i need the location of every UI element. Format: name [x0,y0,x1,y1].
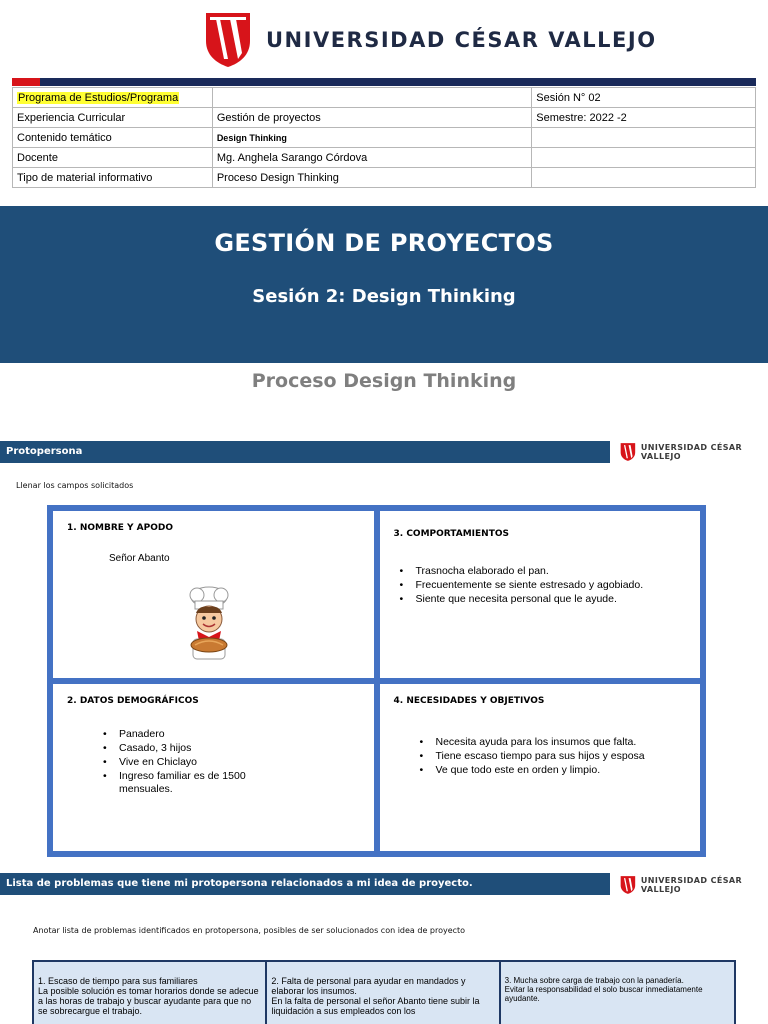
session-number: Sesión N° 02 [532,88,756,108]
list-item: • Vive en Chiclayo [101,756,301,769]
needs-title: 4. NECESIDADES Y OBJETIVOS [393,696,545,706]
protopersona-grid [47,505,706,857]
material-value: Proceso Design Thinking [212,168,531,188]
course-label: Experiencia Curricular [13,108,213,128]
table-row [13,108,756,128]
list-item: • Trasnocha elaborado el pan. [398,565,648,578]
problem-heading: 1. Escaso de tiempo para sus familiares [38,976,198,986]
mini-university-logo [620,874,768,896]
problem-heading: 2. Falta de personal para ayudar en mandados y elaborar los insumos. [271,976,466,996]
list-item: • Necesita ayuda para los insumos que falta. [418,736,658,749]
problems-bar: Lista de problemas que tiene mi protopersona relacionados a mi idea de proyecto. [0,873,610,895]
section-subtitle: Proceso Design Thinking [251,370,517,392]
material-label: Tipo de material informativo [13,168,213,188]
empty-cell [532,128,756,148]
problem-body: En la falta de personal el señor Abanto tiene subir la liquidación a sus empleados con los [271,996,480,1016]
protopersona-instruction: Llenar los campos solicitados [16,481,134,490]
mini-logo-text: UNIVERSIDAD CÉSAR VALLEJO [640,876,743,894]
protopersona-bar: Protopersona [0,441,610,463]
shield-logo-icon [204,11,252,69]
empty-cell [532,148,756,168]
problems-table [32,960,736,1024]
university-name: UNIVERSIDAD CÉSAR VALLEJO [266,28,657,52]
table-row [13,148,756,168]
teacher-value: Mg. Anghela Sarango Córdova [212,148,531,168]
demographics-list [101,728,301,797]
list-item: • Siente que necesita personal que le ayude. [398,593,648,606]
needs-box [380,684,701,851]
page-title: GESTIÓN DE PROYECTOS [214,229,554,257]
problem-cell-2 [266,961,499,1024]
chef-icon [179,585,239,663]
table-row [13,88,756,108]
topic-value-text: Design Thinking [216,132,287,143]
empty-cell [532,168,756,188]
problem-body: Evitar la responsabilidad el solo buscar inmediatamente ayudante. [504,985,703,1003]
problem-body: La posible solución es tomar horarios donde se adecue a las horas de trabajo y buscar ayudante para que no se sobrecargue el trabajo. [38,986,259,1016]
course-info-table [12,87,756,188]
behaviors-title: 3. COMPORTAMIENTOS [393,529,509,539]
list-item: • Tiene escaso tiempo para sus hijos y esposa [418,750,658,763]
mini-university-logo [620,441,768,463]
problems-instruction: Anotar lista de problemas identificados en protopersona, posibles de ser solucionados con idea de proyecto [33,926,466,935]
problem-cell-3 [500,961,735,1024]
topic-label: Contenido temático [13,128,213,148]
university-logo [204,10,657,70]
list-item: • Ve que todo este en orden y limpio. [418,764,658,777]
list-item: • Panadero [101,728,301,741]
list-item: • Ingreso familiar es de 1500 mensuales. [101,770,301,796]
name-box-title: 1. NOMBRE Y APODO [67,523,174,533]
shield-logo-icon [620,441,636,463]
behaviors-box [380,511,701,678]
program-label: Programa de Estudios/Programa [18,91,179,104]
list-item: • Frecuentemente se siente estresado y agobiado. [398,579,648,592]
session-title: Sesión 2: Design Thinking [252,286,516,307]
persona-name: Señor Abanto [109,553,170,564]
problem-cell-1 [33,961,266,1024]
demographics-title: 2. DATOS DEMOGRÁFICOS [67,696,199,706]
shield-logo-icon [620,874,636,896]
table-row [13,128,756,148]
topic-value [212,128,531,148]
course-value: Gestión de proyectos [212,108,531,128]
mini-logo-text: UNIVERSIDAD CÉSAR VALLEJO [640,443,743,461]
color-strip [12,78,756,86]
title-banner [0,206,768,363]
behaviors-list [398,565,648,607]
problem-heading: 3. Mucha sobre carga de trabajo con la panadería. [504,976,684,985]
semester-value: Semestre: 2022 -2 [532,108,756,128]
name-box [53,511,374,678]
needs-list [418,736,658,778]
table-row [33,961,735,1024]
list-item: • Casado, 3 hijos [101,742,301,755]
program-value [212,88,531,108]
table-row [13,168,756,188]
teacher-label: Docente [13,148,213,168]
demographics-box [53,684,374,851]
